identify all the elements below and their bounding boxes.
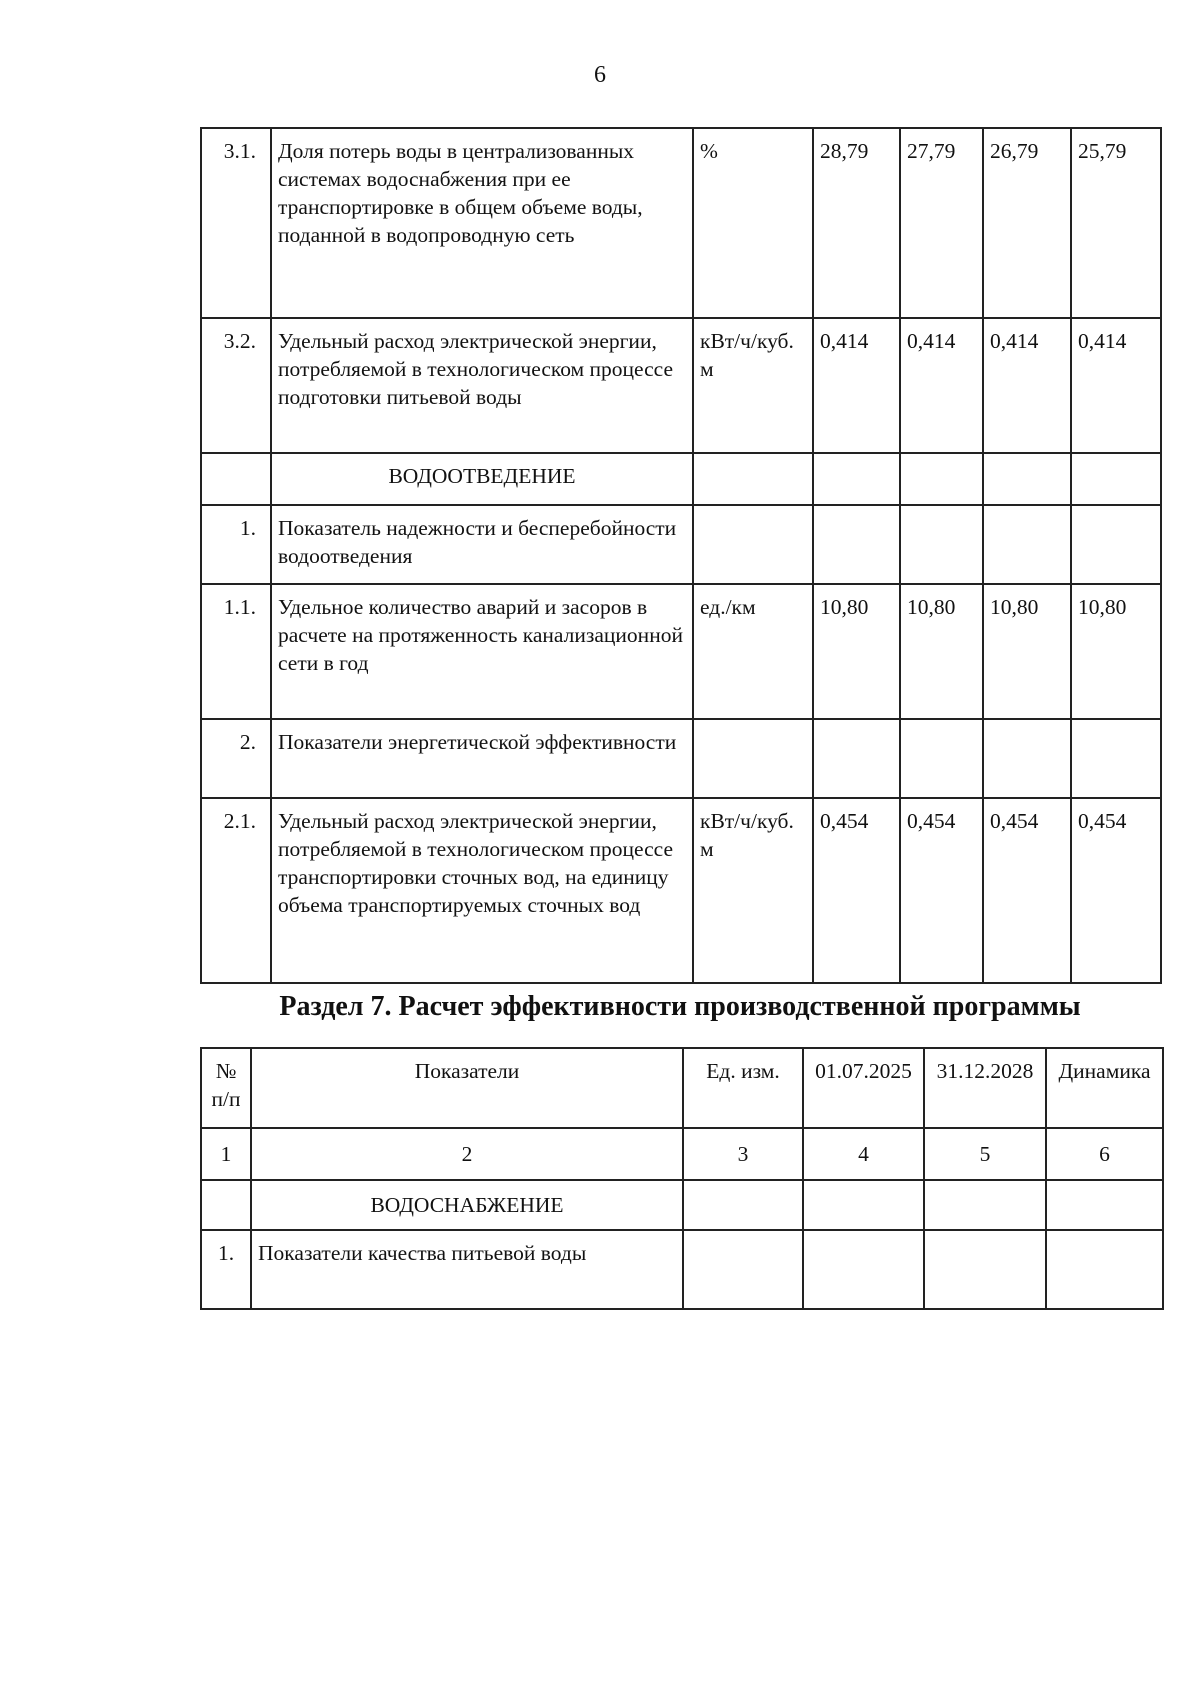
- page-number: 6: [594, 62, 606, 88]
- section-heading: ВОДОСНАБЖЕНИЕ: [251, 1180, 683, 1230]
- column-header: № п/п: [201, 1048, 251, 1128]
- table-row: [201, 1230, 1163, 1309]
- row-unit: [693, 505, 813, 584]
- row-value-4: [1071, 505, 1161, 584]
- row-label: Показатели качества питьевой воды: [251, 1230, 683, 1309]
- row-value-2: [900, 719, 983, 798]
- row-unit: %: [693, 128, 813, 318]
- column-header: Показатели: [251, 1048, 683, 1128]
- empty-cell: [201, 1180, 251, 1230]
- section-heading: ВОДООТВЕДЕНИЕ: [271, 453, 693, 505]
- row-unit: кВт/ч/куб. м: [693, 798, 813, 983]
- empty-cell: [683, 1180, 803, 1230]
- row-number: 1.: [201, 1230, 251, 1309]
- table-row: [201, 719, 1161, 798]
- row-value-3: [983, 719, 1071, 798]
- row-value-3: 10,80: [983, 584, 1071, 719]
- empty-cell: [1046, 1180, 1163, 1230]
- row-value-2: 0,454: [900, 798, 983, 983]
- section-title: Раздел 7. Расчет эффективности производственной программы: [279, 991, 1081, 1022]
- row-value-2: 27,79: [900, 128, 983, 318]
- row-value-1: 28,79: [813, 128, 900, 318]
- table-row: [201, 505, 1161, 584]
- row-number: 2.: [201, 719, 271, 798]
- row-value-3: 26,79: [983, 128, 1071, 318]
- row-value-3: 0,414: [983, 318, 1071, 453]
- row-number: [201, 453, 271, 505]
- row-number: 2.1.: [201, 798, 271, 983]
- table-row: [201, 128, 1161, 318]
- row-value-1: [813, 505, 900, 584]
- row-value-2: 0,414: [900, 318, 983, 453]
- section-row: [201, 1180, 1163, 1230]
- column-index: 1: [201, 1128, 251, 1180]
- table-header-row: [201, 1048, 1163, 1128]
- table-row: [201, 584, 1161, 719]
- row-label: Удельный расход электрической энергии, потребляемой в технологическом процессе транспортировки сточных вод, на единицу объема транспортируемых сточных вод: [271, 798, 693, 983]
- row-value-4: [1071, 719, 1161, 798]
- column-index: 3: [683, 1128, 803, 1180]
- row-value-1: 10,80: [813, 584, 900, 719]
- row-value-2: [900, 453, 983, 505]
- row-label: Показатели энергетической эффективности: [271, 719, 693, 798]
- row-label: Доля потерь воды в централизованных системах водоснабжения при ее транспортировке в общем объеме воды, поданной в водопроводную сеть: [271, 128, 693, 318]
- row-number: 3.1.: [201, 128, 271, 318]
- row-label: Удельное количество аварий и засоров в расчете на протяженность канализационной сети в год: [271, 584, 693, 719]
- row-value-3: [983, 505, 1071, 584]
- row-value-4: 0,414: [1071, 318, 1161, 453]
- table-row: [201, 318, 1161, 453]
- row-value-2: [900, 505, 983, 584]
- row-value-1: 0,414: [813, 318, 900, 453]
- empty-cell: [924, 1180, 1046, 1230]
- empty-cell: [803, 1180, 924, 1230]
- row-number: 3.2.: [201, 318, 271, 453]
- row-value-1: 0,454: [813, 798, 900, 983]
- row-unit: ед./км: [693, 584, 813, 719]
- column-index: 4: [803, 1128, 924, 1180]
- row-dynamics: [1046, 1230, 1163, 1309]
- row-value-1: [813, 719, 900, 798]
- column-index: 6: [1046, 1128, 1163, 1180]
- column-header: Динамика: [1046, 1048, 1163, 1128]
- column-index-row: [201, 1128, 1163, 1180]
- row-unit: [693, 453, 813, 505]
- row-value-3: 0,454: [983, 798, 1071, 983]
- row-label: Показатель надежности и бесперебойности водоотведения: [271, 505, 693, 584]
- row-number: 1.1.: [201, 584, 271, 719]
- row-unit: кВт/ч/куб. м: [693, 318, 813, 453]
- row-value-4: [1071, 453, 1161, 505]
- row-value-end: [924, 1230, 1046, 1309]
- row-label: Удельный расход электрической энергии, потребляемой в технологическом процессе подготовки питьевой воды: [271, 318, 693, 453]
- row-value-4: 25,79: [1071, 128, 1161, 318]
- row-value-1: [813, 453, 900, 505]
- indicators-table-continued: [200, 127, 1162, 984]
- row-value-2: 10,80: [900, 584, 983, 719]
- column-index: 2: [251, 1128, 683, 1180]
- column-header: 01.07.2025: [803, 1048, 924, 1128]
- row-value-3: [983, 453, 1071, 505]
- table-row: [201, 798, 1161, 983]
- section-row: [201, 453, 1161, 505]
- row-value-4: 10,80: [1071, 584, 1161, 719]
- row-unit: [683, 1230, 803, 1309]
- row-value-4: 0,454: [1071, 798, 1161, 983]
- column-index: 5: [924, 1128, 1046, 1180]
- row-unit: [693, 719, 813, 798]
- row-value-start: [803, 1230, 924, 1309]
- column-header: Ед. изм.: [683, 1048, 803, 1128]
- row-number: 1.: [201, 505, 271, 584]
- efficiency-table: [200, 1047, 1164, 1310]
- column-header: 31.12.2028: [924, 1048, 1046, 1128]
